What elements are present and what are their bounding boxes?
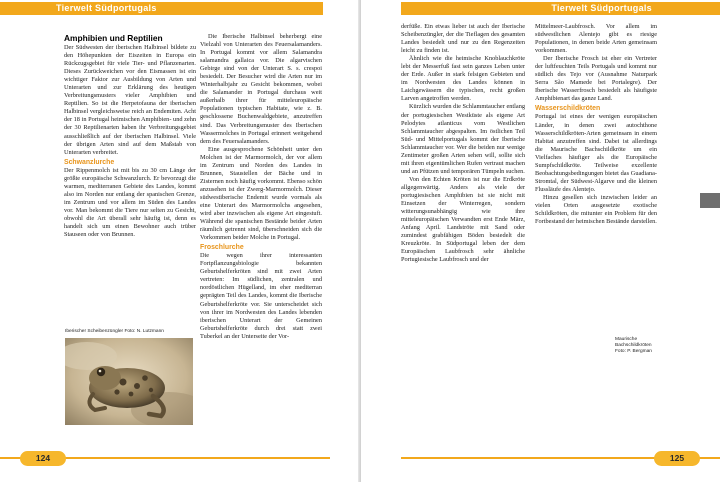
subheading-froschlurche: Froschlurche [200, 244, 244, 252]
subheading-schwanzlurche: Schwanzlurche [64, 158, 115, 166]
left-column-2 [200, 33, 322, 341]
frog-image [65, 338, 193, 425]
paragraph-geburtshelferkroete: Die wegen ihrer interessanten Fortpflanzungsbiologie bekannten Geburtshelferkröten sind mit zwei Arten vertreten: Im südlichen, zentralen und nordöstlichen Hügelland, im eher mediterran geprägten Teil des Landes, kommt die Iberische Geburtshelferkröte vor. Sie unterscheidet sich von ihrer im Nordwesten des Landes lebenden iberischen Unterart der Gemeinen Geburtshelferkröte durch drei statt zwei Tuberkel an der Unterseite der Vor- [200, 252, 322, 340]
right-column-1 [401, 23, 525, 264]
paragraph-rippenmolch: Der Rippenmolch ist mit bis zu 30 cm Länge der größte europäische Schwanzlurch. Er bevorzugt die warmen, mediterranen Gebiete des Landes, kommt also im Norden nur entlang der spanischen Grenze, im Zentrum und vor allem im Süden des Landes vor. Man bekommt die Tiere nur selten zu Gesicht, obwohl die Art überall sehr häufig ist, denn es handelt sich um einen Bewohner auch trüber Stauseen oder von Brunnen. [64, 166, 196, 239]
paragraph-messerfuss: Ähnlich wie die heimische Knoblauchkröte lebt der Messerfuß fast sein ganzes Leben unter der Erde. Außer in stark felsigen Gebieten und im Nordwesten des Landes können in Laichgewässern die typischen, recht großen Larven angetroffen werden. [401, 55, 525, 103]
frog-photo [65, 338, 193, 425]
right-page [361, 0, 720, 482]
left-header-title: Tierwelt Südportugals [56, 3, 157, 13]
section-heading-amphibien: Amphibien und Reptilien [64, 33, 163, 43]
right-header-bar [401, 2, 720, 15]
paragraph-kroeten: Von den Echten Kröten ist nur die Erdkröte allgegenwärtig. Anders als viele der portugiesischen Amphibien ist sie nicht mit Einsetzen der Winterregen, sondern witterungsunabhängig wie ihre mitteleuropäischen Verwandten erst Ende März, Anfang April. Landströte mit Sand oder zumindest grabfähigen Böden besiedelt die Kreuzkröte. In Südportugal leben der dem Europäischen Laubfrosch sehr ähnliche Portugiesische Laubfrosch und der [401, 175, 525, 264]
turtle-caption-title: Maurische Bachschildkröten [615, 337, 652, 348]
right-page-number: 125 [654, 451, 700, 466]
paragraph-iberischer-frosch: Der Iberische Frosch ist eher ein Vertreter der luftfeuchten Teils Portugals und kommt nur südlich des Tejo vor (Ausnahme Naturpark Serra São Mamede bei Portalegre). Der Iberische Wasserfrosch besiedelt als häufigste Amphibienart das ganze Land. [535, 55, 657, 103]
paragraph-intro: Der Südwesten der iberischen Halbinsel bildete zu den Höhepunkten der Eiszeiten in Europa ein Rückzugsgebiet für viele Tier- und Pflanzenarten. Dieses Zurückweichen vor den Eismassen ist ein wichtiger Faktor zur Ausbildung von Arten und Unterarten und zur Erklärung des heutigen Verbreitungsmusters vieler Amphibien und Reptilien. So ist die Herpetofauna der iberischen Halbinsel vergleichsweise reich an Endemiten. Acht der 18 in Portugal heimischen Amphibien- und zehn der 30 Reptilienarten haben ihr Verbreitungsgebiet ausschließlich auf der iberischen Halbinsel. Viele der übrigen Arten sind auf dem Maßstab von Unterarten verbreitet. [64, 44, 196, 156]
paragraph-laubfrosch: Mittelmeer-Laubfrosch. Vor allem im südwestlichen Alentejo gibt es riesige Populationen, in denen beide Arten gemeinsam vorkommen. [535, 23, 657, 55]
paragraph-feuersalamander: Die Iberische Halbinsel beherbergt eine Vielzahl von Unterarten des Feuersalamanders. In Portugal kommt vor allem Salamandra salamandra gallaica vor. Die algarvischen Gebirge sind von der Unterart S. s. crespoi besiedelt. Der Besucher wird die Arten nur im Winterhalbjahr zu Gesicht bekommen, wobei die Salamander in Portugal durchaus weit außerhalb ihrer für mitteleuropäische Populationen typischen Habitate, wie z. B. geschlossene Buchenwaldgebiete, anzutreffen sind. Das Verbreitungsmuster des Iberischen Wassermolches in Portugal erinnert weitgehend dem des Feuersalamanders. [200, 33, 322, 145]
right-header-title: Tierwelt Südportugals [551, 3, 652, 13]
frog-photo-caption: Iberischer Scheibenzüngler Foto: N. Lutzmann [65, 329, 164, 334]
paragraph-schlammtaucher: Kürzlich wurden die Schlammtaucher entlang der portugiesischen Westküste als eigene Art Pelodytes atlanticus vom Westlichen Schlammtaucher abgespalten. Im östlichen Teil Süd- und Mittelportugals kommt der Iberische Schlammtaucher vor. Wer die beiden nur wenige Zentimeter großen Arten sehen will, sollte sich mit ihren eigentümlichen Rufen vertraut machen und an Pfützen und temporären Tümpeln suchen. [401, 103, 525, 175]
turtle-caption-credit: Foto: P. Bergman [615, 349, 652, 354]
left-column-1 [64, 33, 196, 239]
left-page-number: 124 [20, 451, 66, 466]
left-header-bar [0, 2, 323, 15]
chapter-tab [700, 193, 720, 208]
right-column-2 [535, 23, 657, 226]
subheading-wasserschildkroeten: Wasserschildkröten [535, 105, 601, 113]
paragraph-exotische: Hinzu gesellen sich inzwischen leider an vielen Orten ausgesetzte exotische Schildkröten, die mitunter ein Problem für den Fortbestand der heimischen Bestände darstellen. [535, 193, 657, 226]
paragraph-scheibenzuengler: derfüße. Ein etwas lieber ist auch der Iberische Scheibenzüngler, der die Tieflagen des gesamten Landes besiedelt und nur zu den Regenzeiten leicht zu finden ist. [401, 23, 525, 55]
turtle-photo-caption [615, 337, 671, 355]
paragraph-marmormolch: Eine ausgesprochene Schönheit unter den Molchen ist der Marmormolch, der vor allem im Zentrum und Norden des Landes in Brunnen, Staustellen der Bäche und in Zisternen noch häufig vorkommt. Ebenso schön anzusehen ist der Zwerg-Marmormolch. Dieser südwestiberische Endemit wurde vormals als eine Unterart des Marmormolchs angesehen, wird aber inzwischen als eigene Art eingestuft. Während die spanischen Bestände beider Arten räumlich getrennt sind, überschneiden sich die Vorkommen beider Molche in Portugal. [200, 145, 322, 242]
paragraph-schildkroeten: Portugal ist eines der wenigen europäischen Länder, in denen zwei autochthone Wasserschildkröten-Arten gemeinsam in einem Habitat anzutreffen sind. Dabei ist allerdings die Maurische Bachschildkröte um ein Vielfaches häufiger als die Europäische Sumpfschildkröte. Teilweise exzellente Beobachtungsbedingungen bietet das Guadiana-Stromtal, der Südwest-Algarve und die kleinen Flussläufe des Alentejo. [535, 113, 657, 193]
